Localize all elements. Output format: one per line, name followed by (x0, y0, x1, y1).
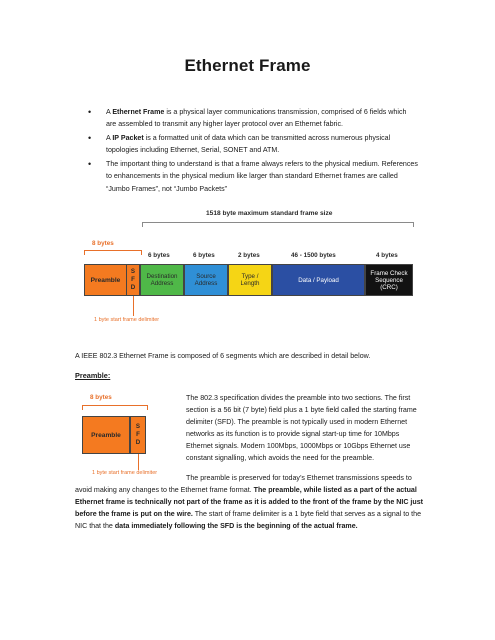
sfd-note: 1 byte start frame delimiter (92, 470, 158, 476)
sfd-pointer-line (138, 454, 139, 470)
bullet-item: • A IP Packet is a formatted unit of data which can be transmitted across numerous physical topologies including Ethernet, Serial, SONET and ATM. (88, 132, 418, 156)
preamble-bytes-label: 8 bytes (90, 394, 112, 401)
preamble-diagram (80, 392, 175, 482)
sfd-segment: S F D (126, 264, 140, 296)
preamble-segment: Preamble (84, 264, 127, 296)
ethernet-frame-diagram (80, 206, 420, 332)
sfd-segment: S F D (130, 416, 146, 454)
size-label: 2 bytes (238, 252, 260, 259)
type-length-segment: Type / Length (228, 264, 272, 296)
size-label: 4 bytes (376, 252, 398, 259)
intro-text: A IEEE 802.3 Ethernet Frame is composed of 6 segments which are described in detail below. (75, 352, 371, 360)
bullet-item: • A Ethernet Frame is a physical layer communications transmission, comprised of 6 fields which are assembled to transmit any higher layer protocol over an Ethernet fabric. (88, 106, 418, 130)
sfd-pointer-line (133, 296, 134, 316)
preamble-heading: Preamble: (75, 371, 111, 380)
preamble-segment: Preamble (82, 416, 130, 454)
preamble-bytes-label: 8 bytes (92, 240, 114, 247)
fcs-segment: Frame Check Sequence (CRC) (365, 264, 413, 296)
bullet-list (88, 106, 418, 197)
max-frame-size-label: 1518 byte maximum standard frame size (206, 210, 333, 217)
destination-address-segment: Destination Address (140, 264, 184, 296)
preamble-paragraph-1: The 802.3 specification divides the preamble into two sections. The first section is a 56 bit (7 byte) field plus a 1 byte field called the starting frame delimiter (SFD). The preamble is not typically used in modern Ethernet networks as its function is to provide signal start-up time for 10Mbps Ethernet signals. Modern 100Mbps, 1000Mbps or 10Gbps Ethernet use constant signalling, which avoids the need for the preamble. (186, 394, 417, 462)
preamble-paragraph-2: The preamble is preserved for today’s Ethernet transmissions speeds to avoid making any changes to the Ethernet frame format. The preamble, while listed as a part of the actual Ethernet frame is technically not part of the frame as it is added to the front of the frame by the NIC just before the frame is put on the wire. The start of frame delimiter is a 1 byte field that serves as a signal to the NIC that the data immediately following the SFD is the beginning of the actual frame. (75, 474, 424, 530)
data-payload-segment: Data / Payload (272, 264, 365, 296)
bullet-item: • The important thing to understand is that a frame always refers to the physical medium. References to enhancements in the physical medium like larger than standard Ethernet frames are called “Jumbo Frames”, not “Jumbo Packets” (88, 158, 418, 194)
size-label: 46 - 1500 bytes (291, 252, 336, 259)
source-address-segment: Source Address (184, 264, 228, 296)
size-label: 6 bytes (193, 252, 215, 259)
preamble-bracket (82, 405, 148, 410)
preamble-bracket (84, 250, 142, 255)
sfd-note: 1 byte start frame delimiter (94, 317, 160, 323)
page-title: Ethernet Frame (184, 56, 311, 75)
max-frame-bracket (142, 222, 414, 227)
size-label: 6 bytes (148, 252, 170, 259)
